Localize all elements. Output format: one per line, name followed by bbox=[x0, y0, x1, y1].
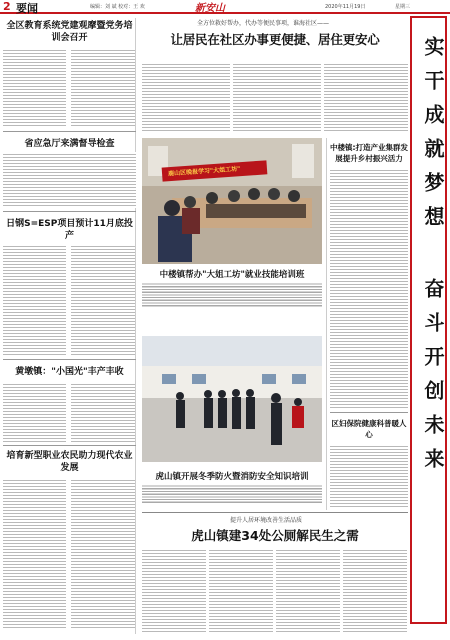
article-title: 黄墩镇："小国光"丰产丰收 bbox=[15, 367, 124, 377]
fire-safety-photo bbox=[142, 336, 322, 462]
left-column bbox=[3, 18, 136, 634]
bottom-body bbox=[276, 548, 340, 632]
divider bbox=[330, 412, 408, 413]
lead-body bbox=[233, 62, 321, 132]
photo-caption bbox=[142, 282, 322, 308]
article-title: 培育新型职业农民助力现代农业发展 bbox=[6, 451, 133, 473]
divider bbox=[3, 211, 136, 212]
masthead bbox=[0, 0, 450, 14]
divider bbox=[3, 131, 136, 132]
lead-body bbox=[324, 62, 408, 132]
photo-caption bbox=[142, 484, 322, 504]
article-body bbox=[3, 48, 66, 128]
weekday: 星期三 bbox=[395, 4, 411, 10]
bottom-headline: 虎山镇建34处公厕解民生之需 bbox=[191, 528, 359, 543]
article-body bbox=[71, 382, 135, 442]
newspaper-logo: 新安山 bbox=[195, 3, 225, 14]
bottom-body bbox=[343, 548, 407, 632]
bottom-kicker: 提升人居环境改善生活品质 bbox=[230, 517, 303, 524]
editor-line: 编辑：刘 斌 校对：王 欢 bbox=[90, 4, 145, 10]
article-body bbox=[330, 168, 408, 408]
section-title: 要闻 bbox=[16, 2, 38, 15]
article-body bbox=[3, 478, 66, 628]
fire-safety-photo-image bbox=[142, 336, 322, 462]
article-body bbox=[71, 244, 135, 356]
lead-kicker: 全方位救好帮办，代办等便民事项，谁海社区—— bbox=[197, 20, 330, 27]
divider bbox=[3, 445, 136, 446]
workshop-photo bbox=[142, 138, 322, 264]
workshop-photo-image bbox=[142, 138, 322, 264]
photo-title: 中楼镇帮办"大姐工坊"就业技能培训班 bbox=[159, 270, 305, 280]
article-title: 省应急厅来满督导检查 bbox=[24, 139, 115, 149]
page-number: 2 bbox=[3, 0, 15, 12]
article-body bbox=[3, 382, 66, 442]
article-body bbox=[3, 152, 136, 208]
slogan-frame bbox=[410, 16, 447, 624]
article-title: 中楼镇:打造产业集群发展提升乡村振兴活力 bbox=[330, 143, 408, 163]
article-body bbox=[71, 48, 135, 128]
slogan: 实干成就梦想 奋斗开创未来 bbox=[421, 36, 445, 482]
article-title: 区妇保院健康科普暖人心 bbox=[331, 419, 407, 439]
article-title: 日钢S=ESP项目预计11月底投产 bbox=[6, 219, 133, 241]
divider bbox=[3, 359, 136, 360]
bottom-body bbox=[209, 548, 273, 632]
article-body bbox=[3, 244, 66, 356]
date: 2020年11月19日 bbox=[325, 4, 366, 10]
article-body bbox=[330, 444, 408, 508]
banner-text: 鹿山区晚报学习"大姐工坊" bbox=[167, 165, 241, 178]
article-body bbox=[71, 478, 135, 628]
photo-title: 虎山镇开展冬季防火暨消防安全知识培训 bbox=[155, 472, 309, 482]
divider bbox=[142, 512, 408, 513]
lead-headline-block bbox=[142, 16, 408, 62]
bottom-body bbox=[142, 548, 206, 632]
lead-body bbox=[142, 62, 230, 132]
column-rule bbox=[326, 138, 327, 510]
article-title: 全区教育系统党建观摩暨党务培训会召开 bbox=[6, 21, 133, 43]
lead-headline: 让居民在社区办事更便捷、居住更安心 bbox=[170, 32, 380, 47]
